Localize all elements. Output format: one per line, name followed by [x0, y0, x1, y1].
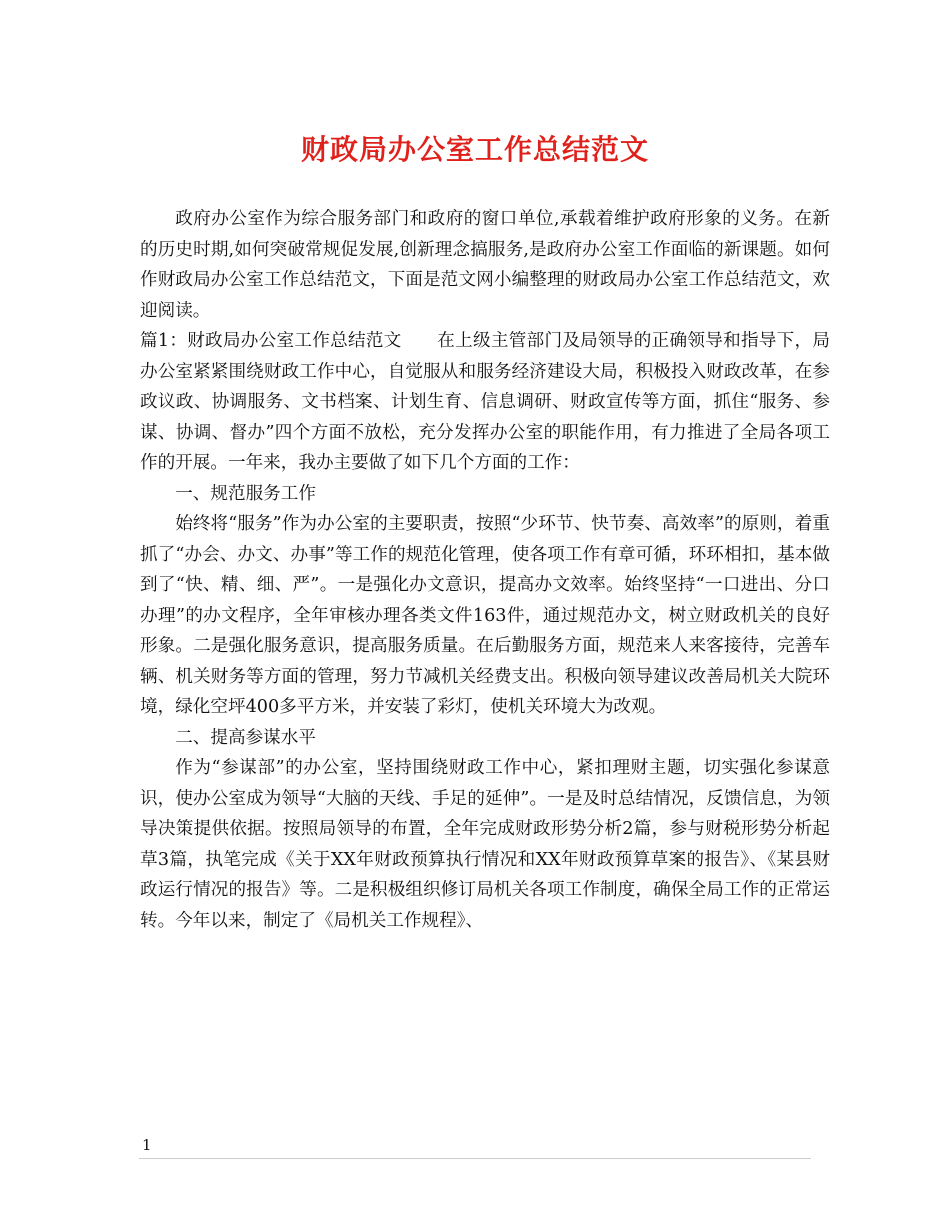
document-title: 财政局办公室工作总结范文 [300, 133, 649, 166]
section-heading-1: 一、规范服务工作 [175, 483, 316, 504]
section-heading-2: 二、提高参谋水平 [175, 727, 316, 748]
section-1-paragraph: 始终将“服务”作为办公室的主要职责，按照“少环节、快节奏、高效率”的原则，着重抓了“办会、办文、办事”等工作的规范化管理，使各项工作有章可循，环环相扣，基本做到了“快、精、细、严”。一是强化办文意识，提高办文效率。始终坚持“一口进出、分口办理”的办文程序，全年审核办理各类文件163件，通过规范办文，树立财政机关的良好形象。二是强化服务意识，提高服务质量。在后勤服务方面，规范来人来客接待，完善车辆、机关财务等方面的管理，努力节减机关经费支出。积极向领导建议改善局机关大院环境，绿化空坪400多平方米，并安装了彩灯，使机关环境大为改观。 [140, 514, 830, 717]
document-body [140, 204, 830, 936]
section-intro-paragraph: 篇1：财政局办公室工作总结范文 在上级主管部门及局领导的正确领导和指导下，局办公室紧紧围绕财政工作中心，自觉服从和服务经济建设大局，积极投入财政改革，在参政议政、协调服务、文书档案、计划生育、信息调研、财政宣传等方面，抓住“服务、参谋、协调、督办”四个方面不放松，充分发挥办公室的职能作用，有力推进了全局各项工作的开展。一年来，我办主要做了如下几个方面的工作： [140, 331, 830, 473]
footer-divider [139, 1158, 811, 1159]
section-2-paragraph: 作为“参谋部”的办公室，坚持围绕财政工作中心，紧扣理财主题，切实强化参谋意识，使办公室成为领导“大脑的天线、手足的延伸”。一是及时总结情况，反馈信息，为领导决策提供依据。按照局领导的布置，全年完成财政形势分析2篇，参与财税形势分析起草3篇，执笔完成《关于XX年财政预算执行情况和XX年财政预算草案的报告》、《某县财政运行情况的报告》等。二是积极组织修订局机关各项工作制度，确保全局工作的正常运转。今年以来，制定了《局机关工作规程》、 [140, 758, 830, 931]
page-number: 1 [142, 1136, 152, 1154]
intro-paragraph: 政府办公室作为综合服务部门和政府的窗口单位,承载着维护政府形象的义务。在新的历史时期,如何突破常规促发展,创新理念搞服务,是政府办公室工作面临的新课题。如何作财政局办公室工作总结范文，下面是范文网小编整理的财政局办公室工作总结范文，欢迎阅读。 [140, 209, 830, 321]
